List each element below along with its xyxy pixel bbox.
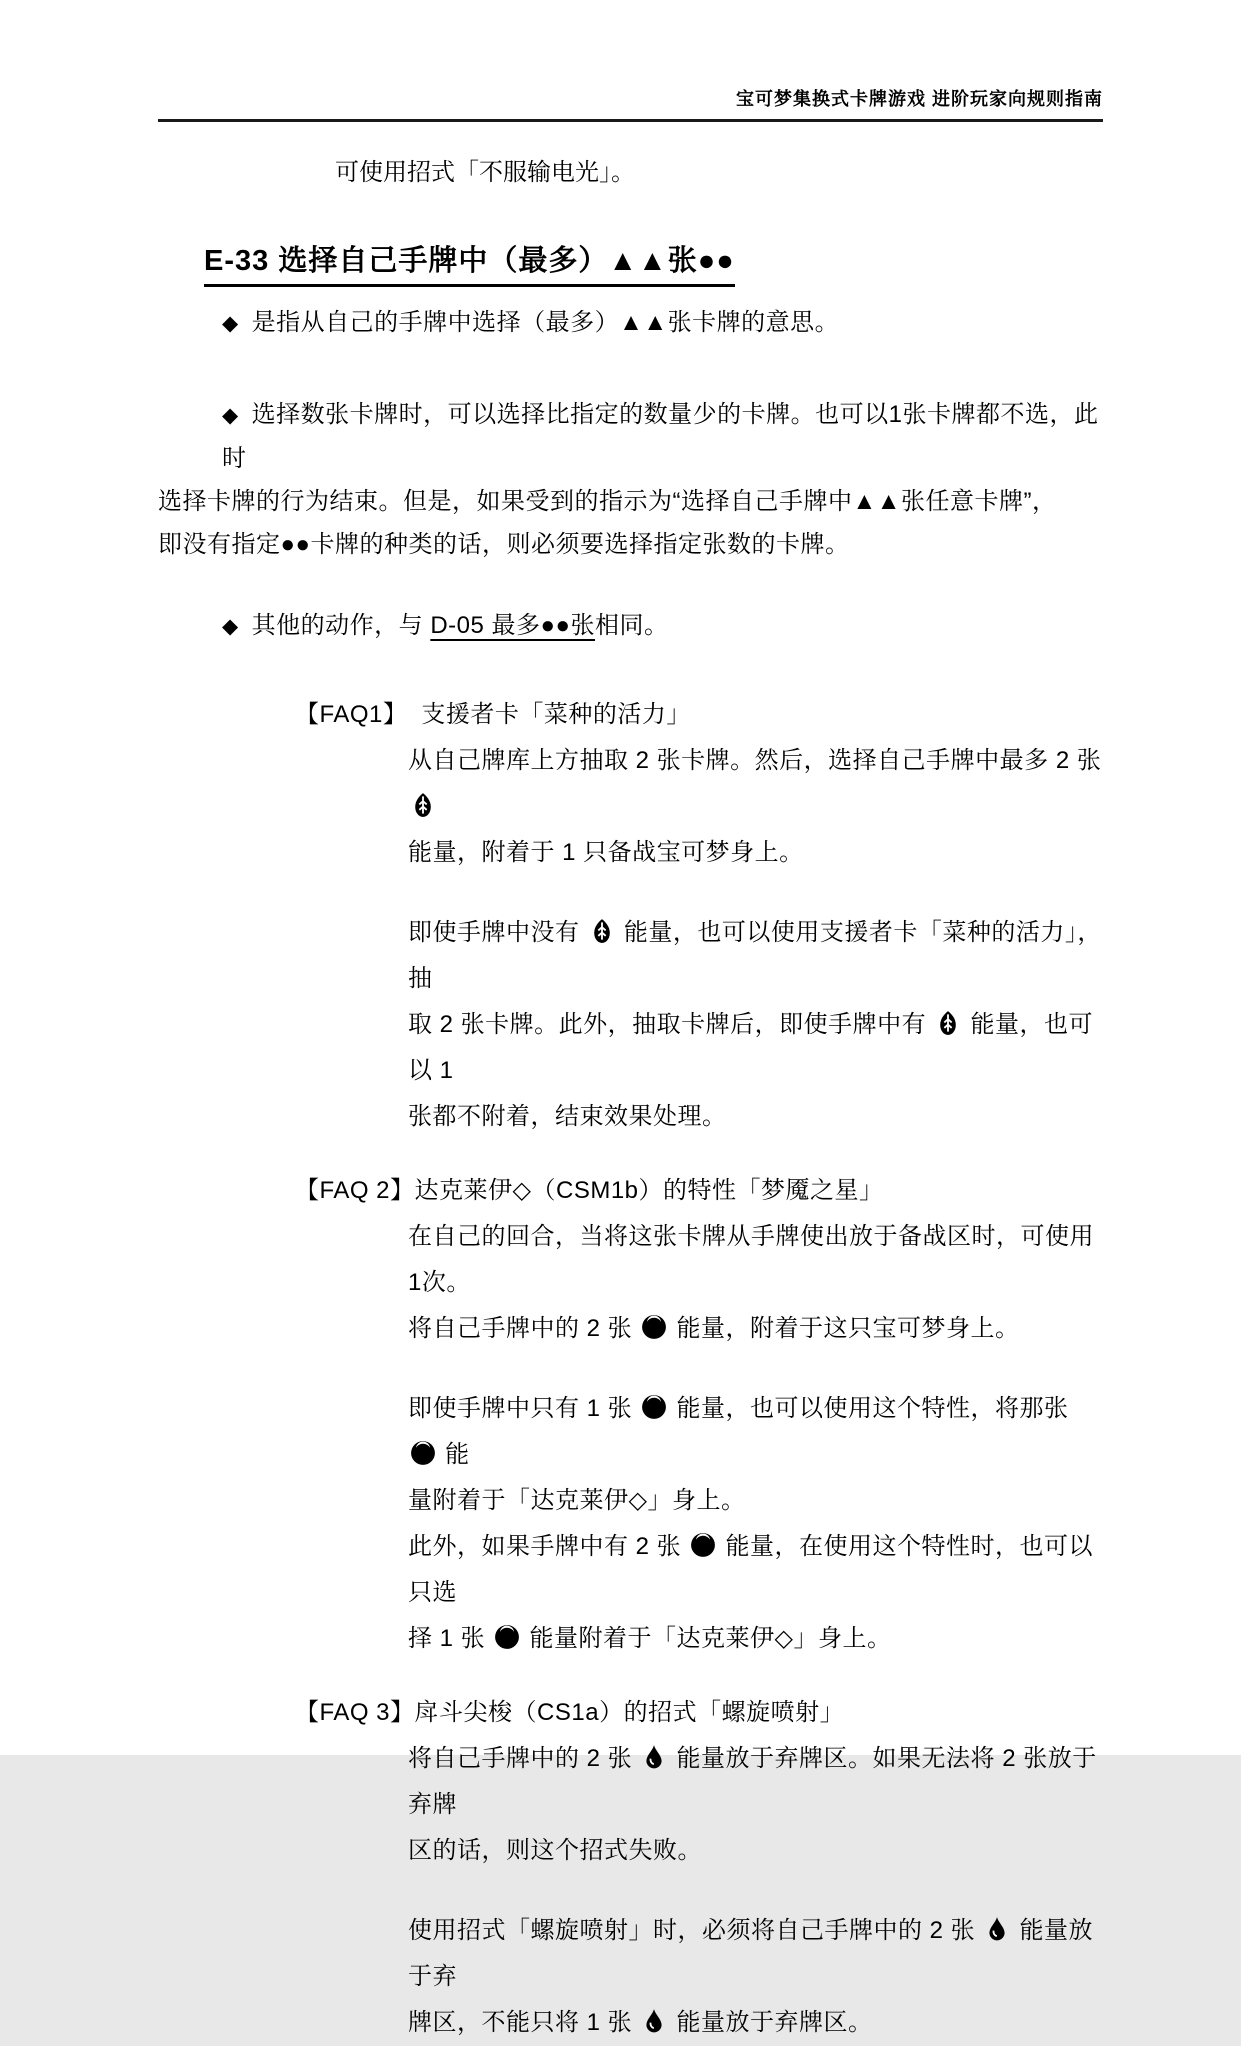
faq-1-p2-line-3 (408, 1094, 1103, 1140)
water-energy-icon (984, 1916, 1010, 1942)
section-heading-text: E-33 选择自己手牌中（最多）▲▲张●● (204, 238, 735, 287)
text-run: 在自己的回合，当将这张卡牌从手牌使出放于备战区时，可使用1次。 (408, 1223, 1094, 1296)
text-run: 能量，也可以 1 (408, 1011, 1094, 1084)
text-run: 能量，在使用这个特性时，也可以只选 (408, 1533, 1094, 1606)
text-run: 其他的动作，与 (251, 612, 431, 639)
darkness-energy-icon (410, 1440, 436, 1466)
bullet-item-1 (158, 301, 1103, 345)
faq-1-block (158, 692, 1103, 1140)
text-run: 能量放于弃 (408, 1917, 1094, 1990)
text-run: 能量放于弃牌区。如果无法将 2 张放于弃牌 (408, 1745, 1097, 1818)
faq-3-heading (158, 1690, 1103, 1736)
text-run: 能量附着于「达克莱伊◇」身上。 (522, 1625, 892, 1652)
text-run: 即使手牌中只有 1 张 (408, 1395, 640, 1422)
faq-2-label: 【FAQ 2】 (295, 1177, 415, 1204)
text-run: 相同。 (595, 612, 669, 639)
section-heading (158, 238, 1103, 287)
faq-3-p1-line-1 (408, 1736, 1103, 1828)
darkness-energy-icon (641, 1394, 667, 1420)
intro-line (158, 158, 1103, 188)
water-energy-icon (641, 1744, 667, 1770)
text-run: 能量，也可以使用支援者卡「菜种的活力」，抽 (408, 919, 1102, 992)
faq-2-p2-line-1 (408, 1386, 1103, 1478)
bullet-1-text: 是指从自己的手牌中选择（最多）▲▲张卡牌的意思。 (251, 309, 840, 336)
darkness-energy-icon (494, 1624, 520, 1650)
bullet-2-line-3 (158, 523, 1103, 566)
text-run: 能量放于弃牌区。 (669, 2009, 873, 2036)
faq-2-p1-line-1 (408, 1214, 1103, 1306)
text-run: 能量，附着于 1 只备战宝可梦身上。 (408, 839, 804, 866)
text-run: 能量，也可以使用这个特性，将那张 (669, 1395, 1069, 1422)
faq-2-paragraph-2 (408, 1386, 1103, 1662)
faq-3-block (158, 1690, 1103, 2046)
intro-text: 可使用招式「不服输电光」。 (335, 159, 635, 186)
faq-1-title: 支援者卡「菜种的活力」 (421, 701, 691, 728)
text-run: 能量，附着于这只宝可梦身上。 (669, 1315, 1020, 1342)
faq-1-p1-line-1 (408, 738, 1103, 830)
faq-3-title: 戽斗尖梭（CS1a）的招式「螺旋喷射」 (414, 1699, 845, 1726)
darkness-energy-icon (690, 1532, 716, 1558)
faq-1-paragraph-2 (408, 910, 1103, 1140)
faq-1-body (158, 738, 1103, 1140)
text-run: 从自己牌库上方抽取 2 张卡牌。然后，选择自己手牌中最多 2 张 (408, 747, 1102, 774)
text-run: 即使手牌中没有 (408, 919, 587, 946)
text-run: 牌区，不能只将 1 张 (408, 2009, 640, 2036)
diamond-bullet-icon: ◆ (222, 404, 239, 427)
rule-reference: D-05 最多●●张 (430, 612, 596, 639)
bullet-item-2 (158, 393, 1103, 566)
faq-3-p2-line-1 (408, 1908, 1103, 2000)
faq-1-p2-line-1 (408, 910, 1103, 1002)
bullet-2-line-1 (158, 393, 1103, 480)
faq-2-body (158, 1214, 1103, 1662)
faq-1-heading (158, 692, 1103, 738)
faq-3-body (158, 1736, 1103, 2046)
text-run: 将自己手牌中的 2 张 (408, 1315, 640, 1342)
faq-2-p1-line-2 (408, 1306, 1103, 1352)
faq-2-heading (158, 1168, 1103, 1214)
bullet-item-3 (158, 604, 1103, 648)
diamond-bullet-icon: ◆ (222, 615, 239, 638)
faq-3-p1-line-2 (408, 1828, 1103, 1874)
text-run: 此外，如果手牌中有 2 张 (408, 1533, 689, 1560)
faq-3-p2-line-2 (408, 2000, 1103, 2046)
text-run: 量附着于「达克莱伊◇」身上。 (408, 1487, 746, 1514)
text-run: 择 1 张 (408, 1625, 493, 1652)
text-run: 区的话，则这个招式失败。 (408, 1837, 702, 1864)
header-rule (158, 119, 1103, 122)
text-run: 选择数张卡牌时，可以选择比指定的数量少的卡牌。也可以1张卡牌都不选，此时 (222, 401, 1099, 472)
text-run: 使用招式「螺旋喷射」时，必须将自己手牌中的 2 张 (408, 1917, 983, 1944)
text-run: 将自己手牌中的 2 张 (408, 1745, 640, 1772)
diamond-bullet-icon: ◆ (222, 312, 239, 335)
faq-2-p2-line-4 (408, 1616, 1103, 1662)
page-header (158, 86, 1103, 112)
text-run: 选择卡牌的行为结束。但是，如果受到的指示为“选择自己手牌中▲▲张任意卡牌”， (158, 488, 1057, 515)
faq-1-p1-line-2 (408, 830, 1103, 876)
faq-1-label: 【FAQ1】 (295, 701, 408, 728)
grass-energy-icon (589, 918, 615, 944)
faq-3-paragraph-2 (408, 1908, 1103, 2046)
faq-2-block (158, 1168, 1103, 1662)
text-run: 取 2 张卡牌。此外，抽取卡牌后，即使手牌中有 (408, 1011, 934, 1038)
text-run: 即没有指定●●卡牌的种类的话，则必须要选择指定张数的卡牌。 (158, 531, 850, 558)
faq-2-p2-line-3 (408, 1524, 1103, 1616)
header-title: 宝可梦集换式卡牌游戏 进阶玩家向规则指南 (736, 89, 1103, 109)
faq-3-label: 【FAQ 3】 (295, 1699, 415, 1726)
faq-1-p2-line-2 (408, 1002, 1103, 1094)
water-energy-icon (641, 2008, 667, 2034)
text-run: 能 (438, 1441, 470, 1468)
grass-energy-icon (935, 1010, 961, 1036)
grass-energy-icon (410, 792, 436, 818)
text-run: 张都不附着，结束效果处理。 (408, 1103, 727, 1130)
faq-2-p2-line-2 (408, 1478, 1103, 1524)
bullet-2-line-2 (158, 480, 1103, 523)
faq-2-title: 达克莱伊◇（CSM1b）的特性「梦魇之星」 (414, 1177, 884, 1204)
darkness-energy-icon (641, 1314, 667, 1340)
